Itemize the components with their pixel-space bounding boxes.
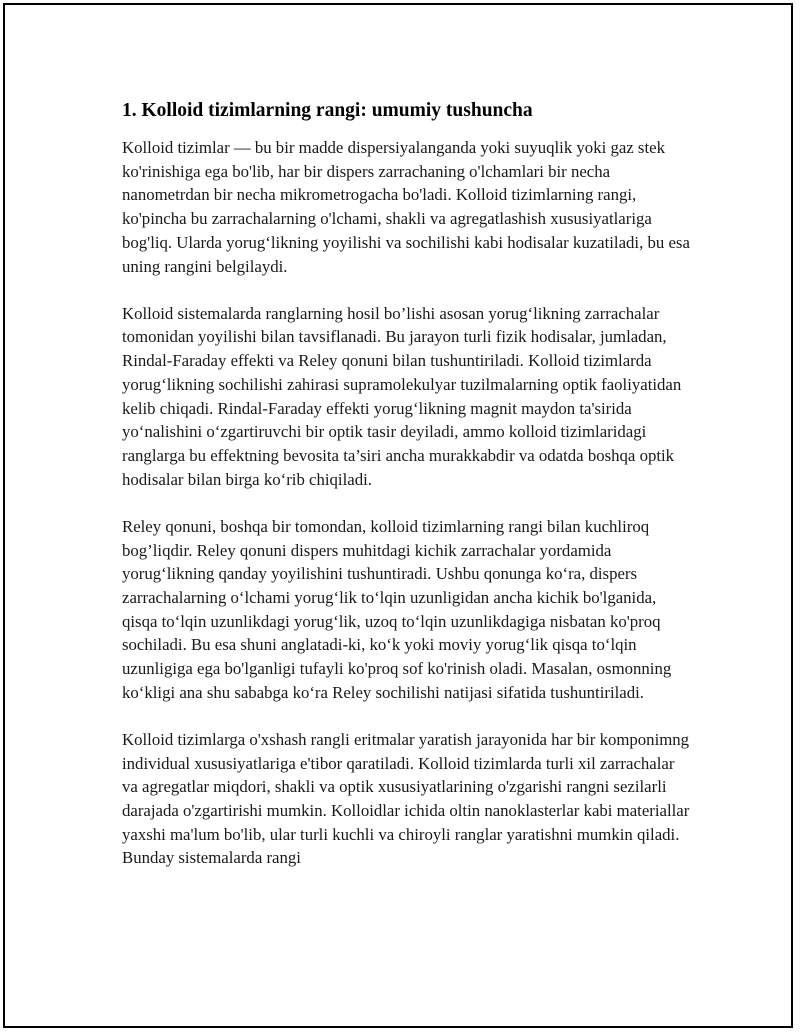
paragraph-1: Kolloid tizimlar — bu bir madde dispersiyalanganda yoki suyuqlik yoki gaz stek ko'rinishiga ega bo'lib, har bir dispers zarrachaning o'lchamlari bir necha nanometrdan bir necha mikrometrogacha bo'ladi. Kolloid tizimlarning rangi, ko'pincha bu zarrachalarning o'lchami, shakli va agregatlashish xususiyatlariga bog'liq. Ularda yorug‘likning yoyilishi va sochilishi kabi hodisalar kuzatiladi, bu esa uning rangini belgilaydi. (122, 138, 690, 276)
paragraph-2: Kolloid sistemalarda ranglarning hosil bo’lishi asosan yorug‘likning zarrachalar tomonidan yoyilishi bilan tavsiflanadi. Bu jarayon turli fizik hodisalar, jumladan, Rindal-Faraday effekti va Reley qonuni bilan tushuntiriladi. Kolloid tizimlarda yorug‘likning sochilishi zahirasi supramolekulyar tuzilmalarning optik faoliyatidan kelib chiqadi. Rindal-Faraday effekti yorug‘likning magnit maydon ta'sirida yo‘nalishini o‘zgartiruvchi bir optik tasir deyiladi, ammo kolloid tizimlaridagi ranglarga bu effektning bevosita ta’siri ancha murakkabdir va odatda boshqa optik hodisalar bilan birga ko‘rib chiqiladi. (122, 303, 682, 489)
paragraph-4: Kolloid tizimlarga o'xshash rangli eritmalar yaratish jarayonida har bir komponimng individual xususiyatlariga e'tibor qaratiladi. Kolloid tizimlarda turli xil zarrachalar va agregatlar miqdori, shakli va optik xususiyatlarining o'zgarishi rangni sezilarli darajada o'zgartirishi mumkin. Kolloidlar ichida oltin nanoklasterlar kabi materiallar yaxshi ma'lum bo'lib, ular turli kuchli va chiroyli ranglar yaratishni mumkin qiladi. Bunday sistemalarda rangi (122, 729, 690, 868)
paragraph-3: Reley qonuni, boshqa bir tomondan, kolloid tizimlarning rangi bilan kuchliroq bog’liqdir. Reley qonuni dispers muhitdagi kichik zarrachalar yordamida yorug‘likning qanday yoyilishini tushuntiradi. Ushbu qonunga ko‘ra, dispers zarrachalarning o‘lchami yorug‘lik to‘lqin uzunligidan ancha kichik bo'lganida, qisqa to‘lqin uzunlikdagi yorug‘lik, uzoq to‘lqin uzunlikdagiga nisbatan ko'proq sochiladi. Bu esa shuni anglatadi-ki, ko‘k yoki moviy yorug‘lik qisqa to‘lqin uzunligiga ega bo'lganligi tufayli ko'proq sof ko'rinish oladi. Masalan, osmonning ko‘kligi ana shu sababga ko‘ra Reley sochilishi natijasi sifatida tushuntiriladi. (122, 516, 672, 702)
document-title: 1. Kolloid tizimlarning rangi: umumiy tushuncha (122, 100, 533, 121)
page-frame (3, 3, 793, 1028)
document-body (122, 97, 692, 870)
